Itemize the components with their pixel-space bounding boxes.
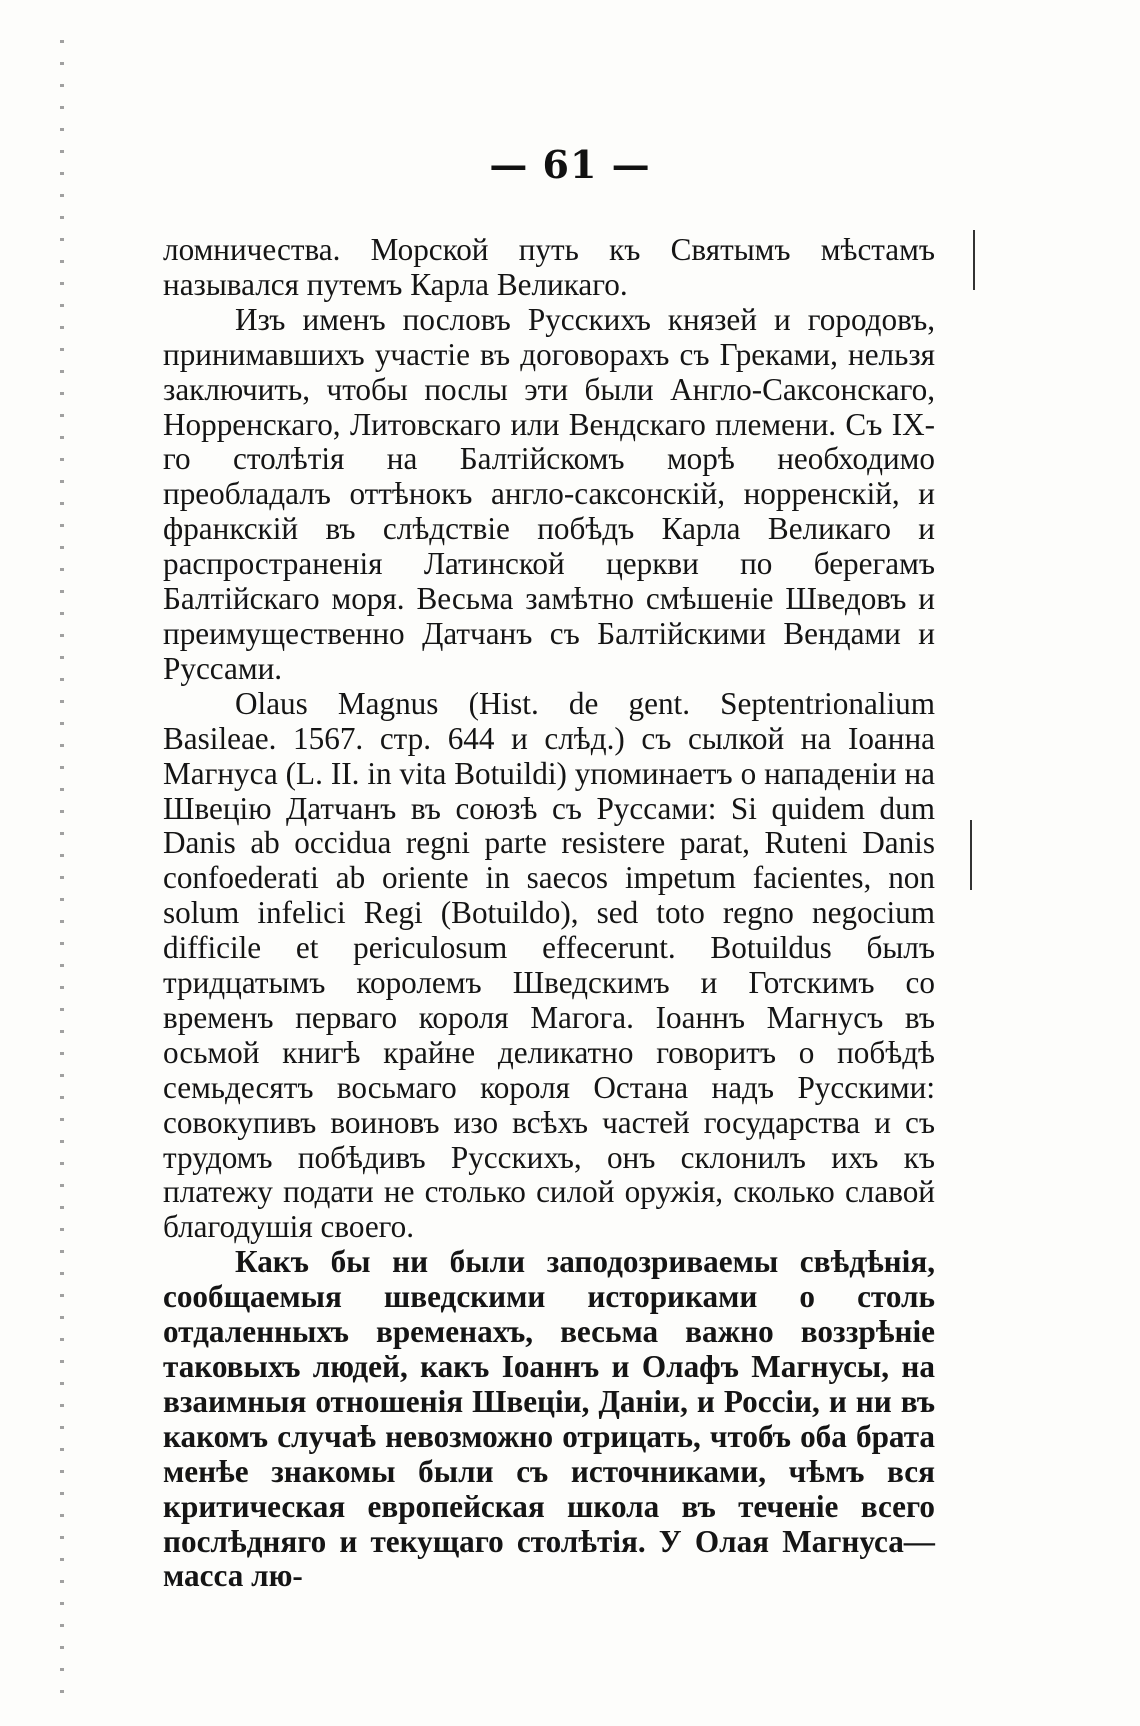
margin-mark [970, 820, 972, 890]
paragraph-1: ломничества. Морской путь къ Святымъ мѣстамъ назывался путемъ Карла Великаго. [163, 232, 935, 302]
margin-mark [973, 230, 975, 290]
paragraph-3: Olaus Magnus (Hist. de gent. Septentrionalium Basileae. 1567. стр. 644 и слѣд.) съ сылкой на Іоанна Магнуса (L. II. in vita Botuildi) упоминаетъ о нападеніи на Швецію Датчанъ въ союзѣ съ Руссами: Si quidem dum Danis ab occidua regni parte resistere parat, Ruteni Danis confoederati ab oriente in saecos impetum facientes, non solum infelici Regi (Botuildo), sed toto regno negocium difficile et periculosum effecerunt. Botuildus былъ тридцатымъ королемъ Шведскимъ и Готскимъ со временъ перваго короля Магога. Іоаннъ Магнусъ въ осьмой книгѣ крайне деликатно говоритъ о побѣдѣ семьдесятъ восьмаго короля Остана надъ Русскими: совокупивъ воиновъ изо всѣхъ частей государства и съ трудомъ побѣдивъ Русскихъ, онъ склонилъ ихъ къ платежу подати не столько силой оружія, сколько славой благодушія своего. [163, 685, 935, 1245]
body-text [163, 233, 935, 1594]
page-number: — 61 — [489, 142, 651, 187]
paragraph-4: Какъ бы ни были заподозриваемы свѣдѣнія, сообщаемыя шведскими историками о столь отдаленныхъ временахъ, весьма важно воззрѣніе таковыхъ людей, какъ Іоаннъ и Олафъ Магнусы, на взаимныя отношенія Швеціи, Даніи, и Россіи, и ни въ какомъ случаѣ невозможно отрицать, чтобъ оба брата менѣе знакомы были съ источниками, чѣмъ вся критическая европейская школа въ теченіе всего послѣдняго и текущаго столѣтія. У Олая Магнуса—масса лю- [163, 1244, 935, 1594]
scan-edge-marks [60, 40, 64, 1700]
paragraph-2: Изъ именъ пословъ Русскихъ князей и городовъ, принимавшихъ участіе въ договорахъ съ Греками, нельзя заключить, чтобы послы эти были Англо-Саксонскаго, Норренскаго, Литовскаго или Вендскаго племени. Съ IX-го столѣтія на Балтійскомъ морѣ необходимо преобладалъ оттѣнокъ англо-саксонскій, норренскій, и франкскій въ слѣдствіе побѣдъ Карла Великаго и распространенія Латинской церкви по берегамъ Балтійскаго моря. Весьма замѣтно смѣшеніе Шведовъ и преимущественно Датчанъ съ Балтійскими Вендами и Руссами. [163, 301, 935, 686]
